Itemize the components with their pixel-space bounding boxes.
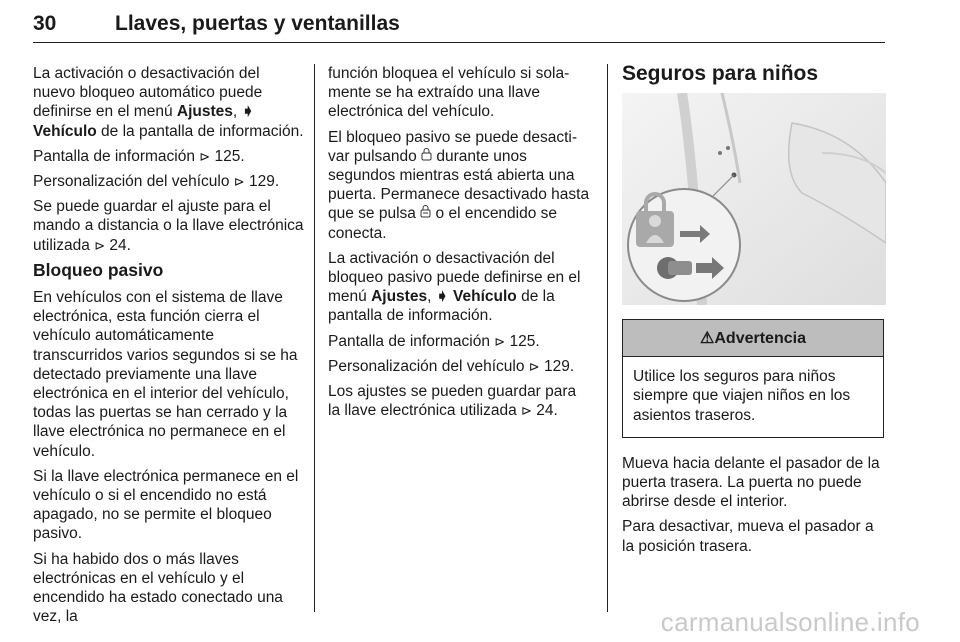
page-title: Llaves, puertas y ventanillas	[115, 12, 400, 35]
page-ref-link[interactable]: 129.	[543, 357, 575, 375]
unlock-icon	[420, 206, 431, 221]
page-ref-icon: ⊳	[94, 237, 106, 253]
page-ref-link[interactable]: 24.	[109, 236, 131, 254]
column-right	[622, 64, 886, 562]
paragraph: Los ajustes se pueden guardar para la llave electrónica utilizada ⊳ 24.	[328, 383, 577, 420]
lock-icon	[421, 149, 432, 164]
column-divider	[607, 64, 608, 612]
warning-title: Advertencia	[714, 329, 806, 347]
paragraph: Personalización del vehículo ⊳ 129.	[33, 173, 280, 191]
watermark: carmanualsonline.info	[660, 607, 920, 637]
paragraph: Si la llave electrónica permanece en el vehículo o si el encendido no está apagado, no se permite el bloqueo pasivo.	[33, 467, 299, 543]
section-heading: Seguros para niños	[622, 62, 819, 85]
section-heading: Bloqueo pasivo	[33, 259, 164, 280]
paragraph: Si ha habido dos o más llaves electrónicas en el vehículo y el encendido ha estado conectado una vez, la	[33, 550, 283, 626]
paragraph: función bloquea el vehículo si solamente se ha extraído una llave electrónica del vehículo.	[328, 65, 570, 121]
child-lock-illustration	[622, 93, 886, 305]
paragraph: Se puede guardar el ajuste para el mando a distancia o la llave electrónica utilizada ⊳ 24.	[33, 198, 304, 254]
paragraph: Mueva hacia delante el pasador de la puerta trasera. La puerta no puede abrirse desde el interior.	[622, 454, 880, 511]
page-ref-icon: ⊳	[199, 148, 211, 164]
page-ref-link[interactable]: 125.	[214, 147, 245, 165]
page-ref-link[interactable]: 129.	[248, 173, 280, 191]
column-left	[33, 64, 305, 632]
paragraph: La activación o desactivación del bloqueo pasivo puede definirse en el menú Ajustes, ➧ Vehículo de la pantalla de información.	[328, 249, 581, 325]
warning-box	[622, 319, 884, 438]
menu-ajustes: Ajustes	[371, 288, 428, 306]
paragraph: La activación o desactivación del nuevo bloqueo automático puede definirse en el menú Ajustes, ➧ Vehículo de la pantalla de información.	[33, 65, 304, 140]
warning-icon: ⚠	[700, 329, 715, 347]
page-ref-icon: ⊳	[494, 333, 506, 349]
page-number: 30	[33, 12, 57, 35]
paragraph: En vehículos con el sistema de llave electrónica, esta función cierra el vehículo automáticamente transcurridos varios segundos si se ha detectado previamente una llave electrónica en el interior del vehículo, todas las puertas se han cerrado y la llave electrónica no permanece en el vehículo.	[33, 289, 298, 460]
paragraph: Personalización del vehículo ⊳ 129.	[328, 357, 575, 375]
page-ref-icon: ⊳	[233, 174, 245, 190]
menu-vehiculo: Vehículo	[33, 122, 97, 140]
page-ref-link[interactable]: 24.	[536, 402, 558, 420]
warning-header	[623, 320, 883, 357]
menu-arrow-icon: ➧	[241, 103, 255, 121]
paragraph: Pantalla de información ⊳ 125.	[328, 332, 540, 350]
column-divider	[314, 64, 315, 612]
menu-arrow-icon: ➧	[435, 288, 449, 306]
paragraph: Para desactivar, mueva el pasador a la posición trasera.	[622, 518, 874, 555]
column-middle	[328, 64, 592, 426]
page-header	[33, 8, 885, 43]
page-ref-icon: ⊳	[528, 358, 540, 374]
menu-ajustes: Ajustes	[176, 103, 233, 121]
page-ref-link[interactable]: 125.	[509, 332, 540, 350]
paragraph: El bloqueo pasivo se puede desactivar pulsando durante unos segundos mientras está abierta una puerta. Permanece desactivado hasta que se pulsa o el encendido se conecta.	[328, 128, 590, 242]
menu-vehiculo: Vehículo	[448, 288, 517, 306]
paragraph: Pantalla de información ⊳ 125.	[33, 147, 245, 165]
page-ref-icon: ⊳	[521, 403, 532, 419]
warning-body: Utilice los seguros para niños siempre que viajen niños en los asientos traseros.	[633, 368, 851, 424]
